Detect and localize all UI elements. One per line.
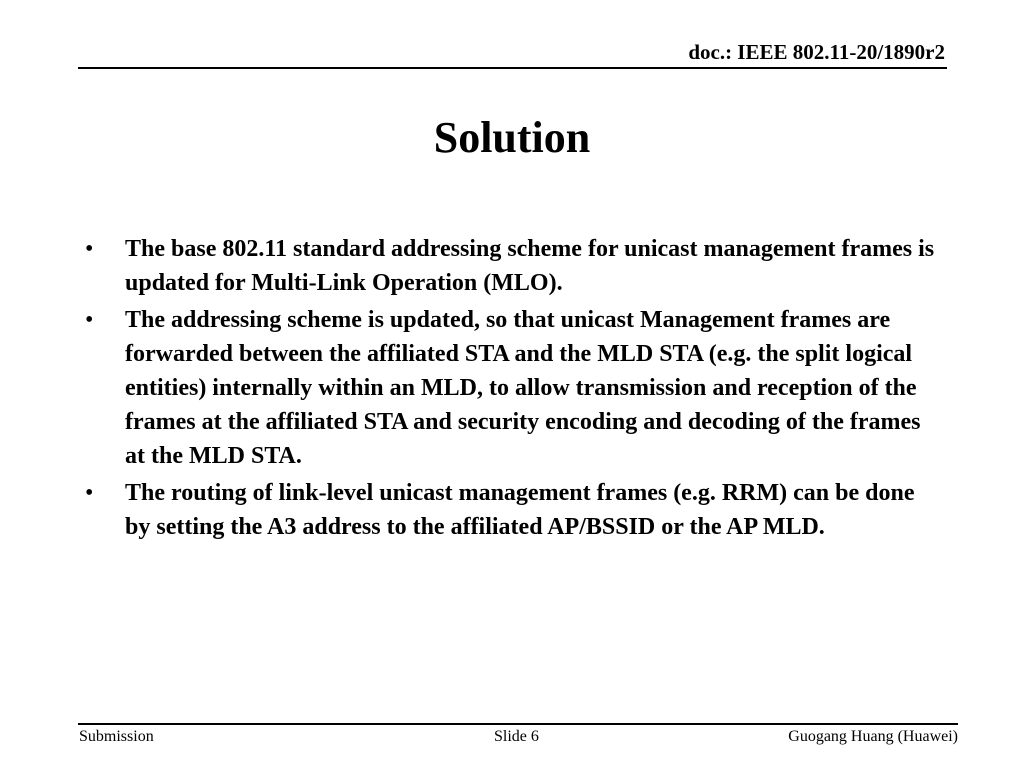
bullet-list xyxy=(85,232,945,547)
bullet-text: The routing of link-level unicast management frames (e.g. RRM) can be done by setting the A3 address to the affiliated AP/BSSID or the AP MLD. xyxy=(125,480,915,540)
bullet-marker: • xyxy=(85,480,94,506)
footer-submission: Submission xyxy=(79,728,154,745)
footer-author: Guogang Huang (Huawei) xyxy=(788,728,958,745)
bullet-marker: • xyxy=(85,236,94,262)
bullet-item-1 xyxy=(85,232,945,300)
bullet-item-2 xyxy=(85,303,945,473)
bullet-item-3 xyxy=(85,476,945,544)
footer-divider xyxy=(78,723,958,725)
footer-slide-number: Slide 6 xyxy=(494,728,539,745)
header-divider xyxy=(78,67,947,69)
bullet-marker: • xyxy=(85,307,94,333)
bullet-text: The addressing scheme is updated, so that unicast Management frames are forwarded between the affiliated STA and the MLD STA (e.g. the split logical entities) internally within an MLD, to allow transmission and reception of the frames at the affiliated STA and security encoding and decoding of the frames at the MLD STA. xyxy=(125,307,921,469)
bullet-text: The base 802.11 standard addressing scheme for unicast management frames is updated for Multi-Link Operation (MLO). xyxy=(125,236,935,296)
document-id: doc.: IEEE 802.11-20/1890r2 xyxy=(688,40,945,64)
slide-title: Solution xyxy=(433,113,591,162)
